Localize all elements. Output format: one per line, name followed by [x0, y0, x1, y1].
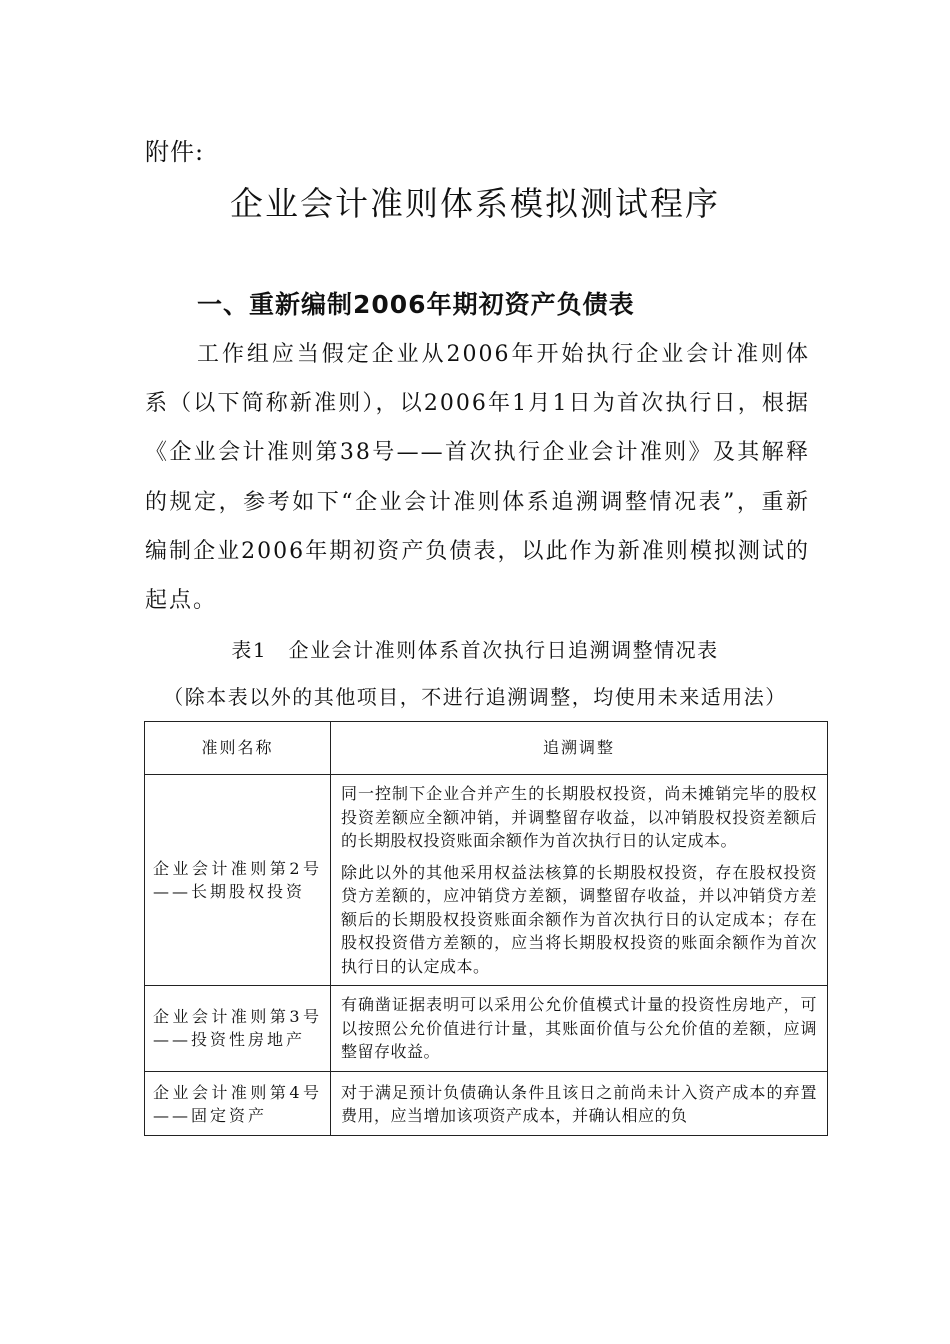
adjustment-paragraph: 同一控制下企业合并产生的长期股权投资，尚未摊销完毕的股权投资差额应全额冲销，并调整留存收益，以冲销股权投资差额后的长期股权投资账面余额作为首次执行日的认定成本。 — [341, 784, 817, 850]
adjustment-cell — [331, 1071, 828, 1135]
table-row — [145, 986, 828, 1072]
adjustment-table — [144, 721, 828, 1136]
table-row — [145, 775, 828, 986]
header-standard-name: 准则名称 — [145, 722, 331, 775]
table-header-row — [145, 722, 828, 775]
table-caption: 表1 企业会计准则体系首次执行日追溯调整情况表 — [231, 638, 719, 662]
document-title: 企业会计准则体系模拟测试程序 — [230, 184, 720, 223]
table-row — [145, 1071, 828, 1135]
adjustment-paragraph: 有确凿证据表明可以采用公允价值模式计量的投资性房地产，可以按照公允价值进行计量，其账面价值与公允价值的差额，应调整留存收益。 — [341, 995, 817, 1061]
header-retroactive-adjustment: 追溯调整 — [331, 722, 828, 775]
adjustment-cell — [331, 775, 828, 986]
section-heading: 一、重新编制2006年期初资产负债表 — [197, 290, 635, 319]
adjustment-cell — [331, 986, 828, 1072]
standard-name-cell: 企业会计准则第2号——长期股权投资 — [145, 775, 331, 986]
standard-name-cell: 企业会计准则第3号——投资性房地产 — [145, 986, 331, 1072]
standard-name-cell: 企业会计准则第4号——固定资产 — [145, 1071, 331, 1135]
table-note: （除本表以外的其他项目，不进行追溯调整，均使用未来适用法） — [163, 685, 787, 709]
intro-paragraph: 工作组应当假定企业从2006年开始执行企业会计准则体系（以下简称新准则），以2006年1月1日为首次执行日，根据《企业会计准则第38号——首次执行企业会计准则》及其解释的规定，参考如下“企业会计准则体系追溯调整情况表”，重新编制企业2006年期初资产负债表，以此作为新准则模拟测试的起点。 — [145, 342, 810, 614]
adjustment-paragraph: 对于满足预计负债确认条件且该日之前尚未计入资产成本的弃置费用，应当增加该项资产成本，并确认相应的负 — [341, 1082, 817, 1125]
adjustment-paragraph: 除此以外的其他采用权益法核算的长期股权投资，存在股权投资贷方差额的，应冲销贷方差额，调整留存收益，并以冲销贷方差额后的长期股权投资账面余额作为首次执行日的认定成本；存在股权投资借方差额的，应当将长期股权投资的账面余额作为首次执行日的认定成本。 — [341, 862, 817, 976]
attachment-label: 附件: — [145, 138, 205, 166]
